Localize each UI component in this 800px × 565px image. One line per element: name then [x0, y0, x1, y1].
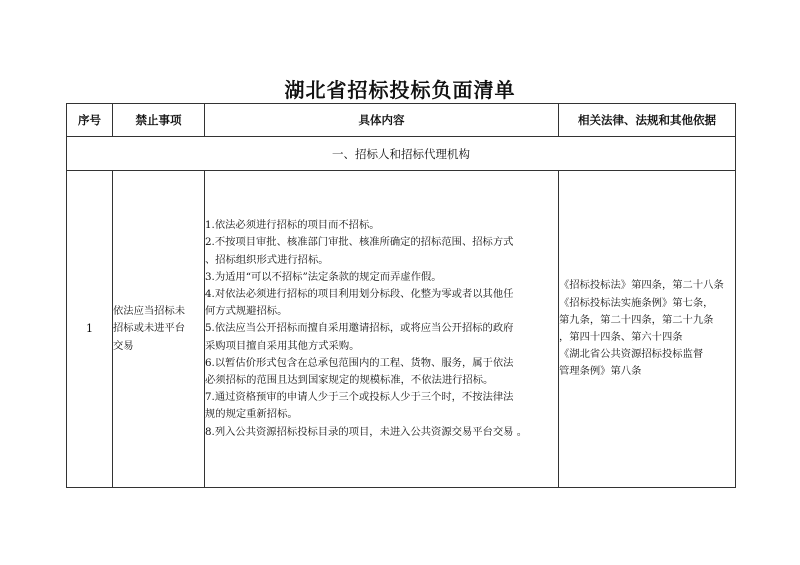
content-line: 何方式规避招标。 [205, 305, 288, 318]
content-line: 6.以暂估价形式包含在总承包范围内的工程、货物、服务，属于依法 [205, 356, 514, 369]
content-line: 8.列入公共资源招标投标目录的项目，未进入公共资源交易平台交易 。 [205, 425, 528, 438]
content-line: 5.依法应当公开招标而擅自采用邀请招标，或将应当公开招标的政府 [205, 322, 514, 335]
basis-line: 管理条例》第八条 [559, 365, 642, 378]
header-legal-basis: 相关法律、法规和其他依据 [559, 104, 736, 137]
specific-content-cell [205, 171, 559, 488]
document-title: 湖北省招标投标负面清单 [284, 78, 516, 102]
content-line: 3.为适用“可以不招标”法定条款的规定而弄虚作假。 [205, 270, 442, 283]
header-row [67, 104, 736, 137]
basis-line: 第九条，第二十四条，第二十九条 [559, 313, 714, 326]
content-line: 2.不按项目审批、核准部门审批、核准所确定的招标范围、招标方式 [205, 236, 514, 249]
table-row [67, 171, 736, 488]
header-prohibited-item: 禁止事项 [113, 104, 205, 137]
legal-basis-cell [559, 171, 736, 488]
prohibited-item-line: 依法应当招标未 [113, 305, 186, 318]
section-title: 一、招标人和招标代理机构 [67, 137, 736, 171]
basis-line: 《招标投标法实施条例》第七条， [559, 296, 714, 309]
section-row [67, 137, 736, 171]
basis-line: ，第四十四条、第六十四条 [559, 331, 683, 343]
basis-line: 《湖北省公共资源招标投标监督 [559, 348, 704, 361]
content-line: 4.对依法必须进行招标的项目利用划分标段、化整为零或者以其他任 [205, 287, 514, 300]
content-line: 规的规定重新招标。 [205, 408, 298, 421]
prohibited-item-cell [113, 171, 205, 488]
content-line: 1.依法必须进行招标的项目而不招标。 [205, 219, 380, 232]
prohibited-item-line: 交易 [113, 339, 134, 352]
negative-list-table [66, 103, 736, 488]
content-line: 、招标组织形式进行招标。 [205, 253, 329, 266]
prohibited-item-line: 招标或未进平台 [113, 322, 186, 335]
row-number: 1 [67, 171, 113, 488]
header-number: 序号 [67, 104, 113, 137]
content-line: 采购项目擅自采用其他方式采购。 [205, 339, 360, 352]
content-line: 必须招标的范围且达到国家规定的规模标准，不依法进行招标。 [205, 374, 494, 386]
header-specific-content: 具体内容 [205, 104, 559, 137]
basis-line: 《招标投标法》第四条，第二十八条 [559, 279, 724, 292]
content-line: 7.通过资格预审的申请人少于三个或投标人少于三个时，不按法律法 [205, 391, 514, 404]
